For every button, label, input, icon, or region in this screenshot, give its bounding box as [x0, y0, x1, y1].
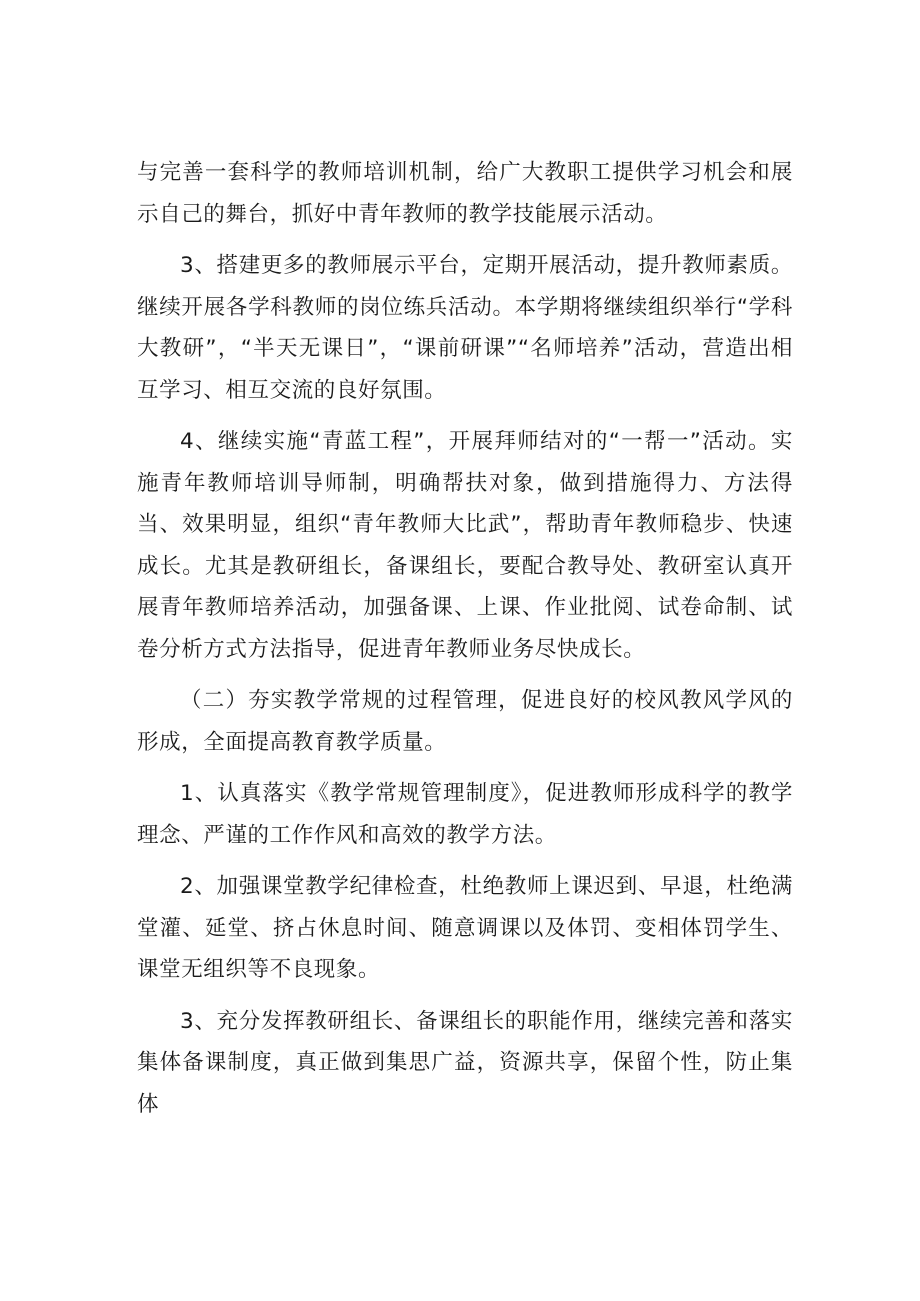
paragraph-item-3-lesson-prep: 3、充分发挥教研组长、备课组长的职能作用，继续完善和落实集体备课制度，真正做到集思广益，资源共享，保留个性，防止集体: [137, 1008, 793, 1117]
paragraph-item-1-regulations: 1、认真落实《教学常规管理制度》，促进教师形成科学的教学理念、严谨的工作作风和高效的教学方法。: [137, 781, 793, 848]
paragraph-item-2-discipline: 2、加强课堂教学纪律检查，杜绝教师上课迟到、早退，杜绝满堂灌、延堂、挤占休息时间、随意调课以及体罚、变相体罚学生、课堂无组织等不良现象。: [137, 874, 793, 982]
paragraph-item-3-teacher-platform: 3、搭建更多的教师展示平台，定期开展活动，提升教师素质。继续开展各学科教师的岗位练兵活动。本学期将继续组织举行“学科大教研”，“半天无课日”，“课前研课”“名师培养”活动，营造出相互学习、相互交流的良好氛围。: [137, 253, 793, 403]
paragraph-continuation: 与完善一套科学的教师培训机制，给广大教职工提供学习机会和展示自己的舞台，抓好中青年教师的教学技能展示活动。: [137, 160, 793, 227]
paragraph-item-4-mentoring: 4、继续实施“青蓝工程”，开展拜师结对的“一帮一”活动。实施青年教师培训导师制，明确帮扶对象，做到措施得力、方法得当、效果明显，组织“青年教师大比武”，帮助青年教师稳步、快速成长。尤其是教研组长，备课组长，要配合教导处、教研室认真开展青年教师培养活动，加强备课、上课、作业批阅、试卷命制、试卷分析方式方法指导，促进青年教师业务尽快成长。: [137, 429, 793, 662]
section-heading-2: （二）夯实教学常规的过程管理，促进良好的校风教风学风的形成，全面提高教育教学质量。: [137, 688, 793, 755]
document-body: [137, 152, 793, 1125]
